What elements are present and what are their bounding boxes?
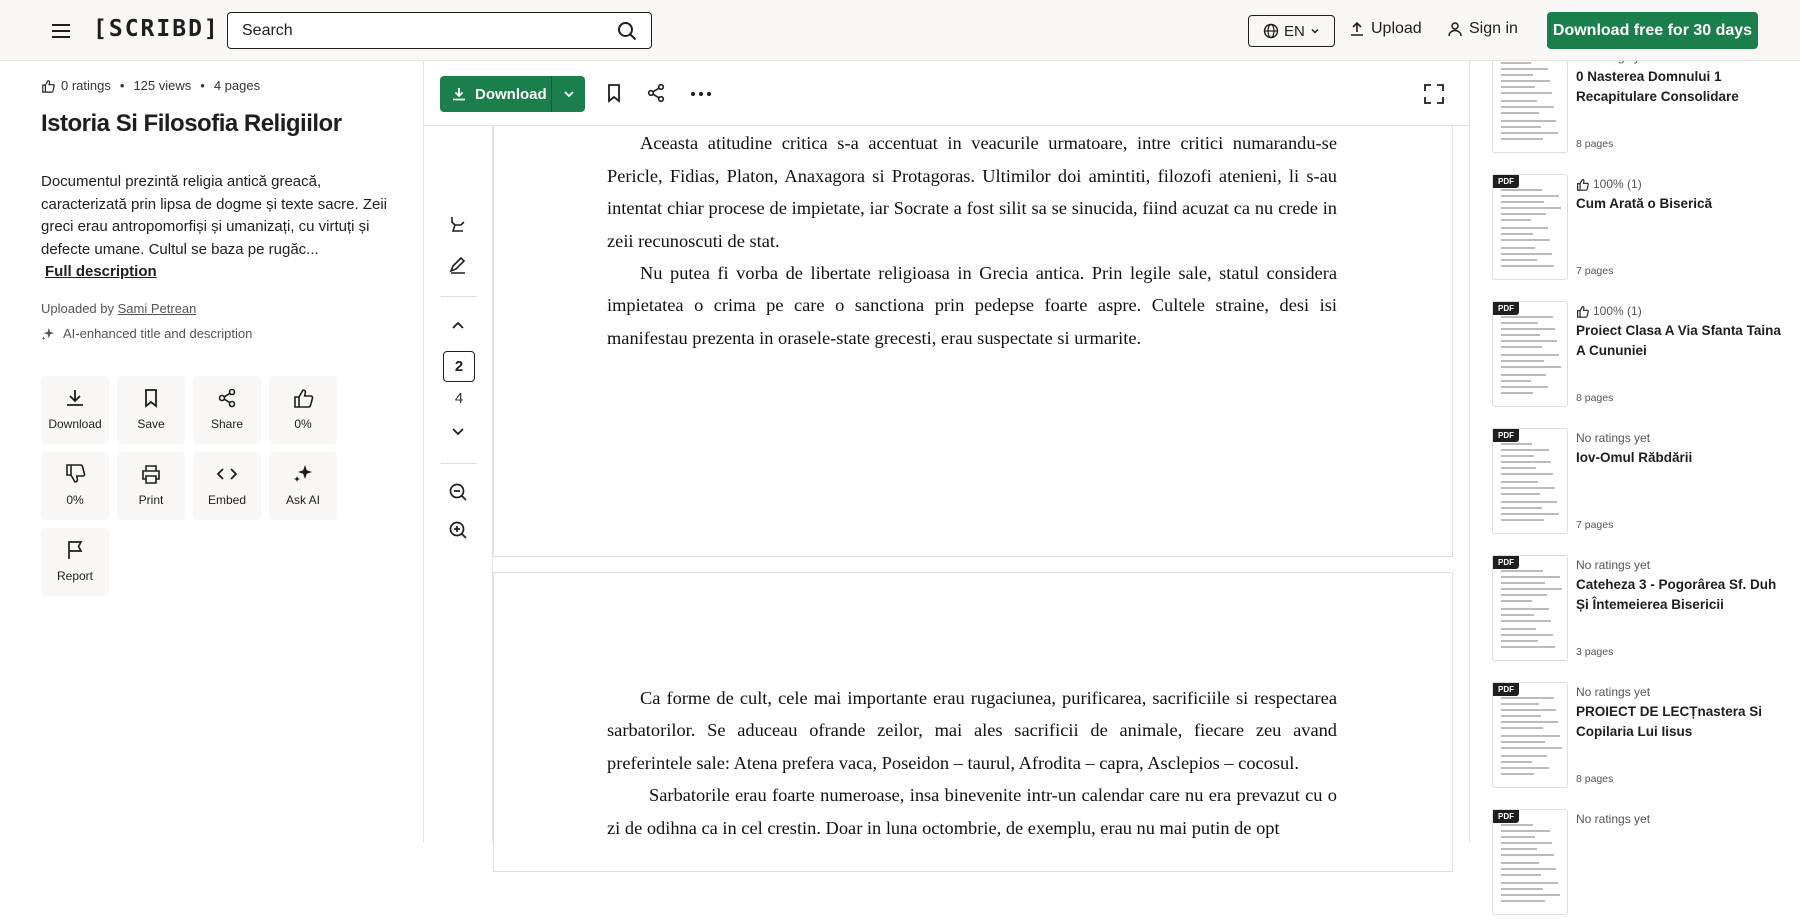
search-icon[interactable] [617,21,637,41]
thumbnail-line [1501,836,1535,838]
thumbnail-line [1501,608,1549,610]
thumbnail-line [1501,874,1541,876]
text-highlight-icon[interactable] [448,214,468,234]
save-action-button[interactable] [117,376,185,444]
thumbnail-line [1501,600,1532,602]
recommended-document[interactable] [1492,428,1792,538]
thumbnail-line [1501,259,1537,261]
user-icon [1447,21,1463,37]
sparkle-icon [41,327,55,341]
thumbnail-line [1501,247,1535,249]
thumbnail-line [1501,614,1534,616]
document-page [493,51,1453,557]
thumbnail-line [1501,519,1544,521]
recommended-document[interactable] [1492,174,1792,284]
thumbnail-line [1501,830,1550,832]
upload-label: Upload [1371,20,1422,37]
thumbnail-line [1501,126,1541,128]
thumbnail-line [1501,507,1542,509]
thumbnail-line [1501,120,1556,122]
top-bar [0,0,1800,61]
ai-enhanced-label: AI-enhanced title and description [63,326,253,341]
thumbnail-line [1501,265,1554,267]
thumbnail-line [1501,862,1539,864]
embed-action-button[interactable] [193,452,261,520]
thumbnail-line [1501,74,1533,76]
thumbs-up-icon [1576,305,1589,318]
thumbnail-line [1501,189,1542,191]
pdf-badge: PDF [1493,810,1519,823]
pdf-badge: PDF [1493,683,1519,696]
thumbnail-line [1501,640,1538,642]
scribd-logo[interactable]: [SCRIBD] [93,16,220,42]
tool-divider [441,463,477,464]
thumbnail-line [1501,461,1551,463]
recommendation-title[interactable]: PROIECT DE LECȚnastera Si Copilaria Lui Iisus [1576,704,1763,739]
thumbnail-line [1501,253,1552,255]
thumbnail-line [1501,594,1547,596]
thumbnail-line [1501,854,1554,856]
thumbnail-line [1501,882,1558,884]
like-action-button[interactable] [269,376,337,444]
pdf-badge: PDF [1493,302,1519,315]
thumbnail-line [1501,747,1562,749]
tool-divider [441,296,477,297]
thumbnail-line [1501,576,1560,578]
thumbnail-line [1501,443,1532,445]
thumbnail-line [1501,322,1538,324]
thumbnail-line [1501,213,1546,215]
thumbnail-line [1501,233,1533,235]
ratings-count: 0 ratings [61,78,111,93]
embed-icon [216,463,238,485]
thumbnail-line [1501,455,1534,457]
thumbnail-line [1501,842,1552,844]
recommendation-pages: 7 pages [1576,265,1614,277]
chevron-down-icon [1310,26,1320,36]
thumbnail-line [1501,380,1531,382]
full-description-link[interactable]: Full description [45,263,157,280]
thumbnail-line [1501,328,1555,330]
thumbnail-line [1501,824,1533,826]
thumbnail-line [1501,366,1561,368]
download-button-label: Download [475,85,547,103]
document-title: Istoria Si Filosofia Religiilor [41,110,342,137]
rating-text: No ratings yet [1576,558,1651,572]
recommended-document[interactable] [1492,47,1792,157]
thumbnail-line [1501,646,1555,648]
separator-dot: • [119,78,125,93]
document-page [493,572,1453,872]
thumbnail-line [1501,848,1537,850]
thumbnail-line [1501,570,1543,572]
recommendation-title[interactable]: Cum Arată o Biserică [1576,196,1713,211]
chevron-down-icon[interactable] [448,422,468,442]
print-icon [140,463,162,485]
recommendation-title[interactable]: Proiect Clasa A Via Sfanta Taina A Cununiei [1576,323,1781,358]
document-thumbnail [1492,47,1568,153]
recommendation-pages: 7 pages [1576,519,1614,531]
document-thumbnail [1492,809,1568,915]
bookmark-icon[interactable] [604,83,624,103]
recommendation-pages: 8 pages [1576,138,1614,150]
thumbnail-line [1501,715,1541,717]
thumbnail-line [1501,374,1546,376]
recommendation-pages: 3 pages [1576,646,1614,658]
pdf-badge: PDF [1493,429,1519,442]
thumbnail-line [1501,106,1554,108]
document-thumbnail [1492,555,1568,661]
rating-text: No ratings yet [1576,431,1651,445]
thumbnail-line [1501,340,1557,342]
recommendation-title[interactable]: 0 Nasterea Domnului 1 Recapitulare Consolidare [1576,69,1739,104]
thumbnail-line [1501,697,1554,699]
upload-link[interactable] [1349,20,1422,38]
thumbnail-line [1501,132,1558,134]
thumbnail-line [1501,467,1536,469]
thumbnail-line [1501,316,1553,318]
thumbnail-line [1501,868,1556,870]
thumbs-up-icon [1576,178,1589,191]
current-page-indicator[interactable]: 2 [443,351,475,382]
thumbnail-line [1501,709,1556,711]
document-thumbnail [1492,428,1568,534]
uploader-link[interactable]: Sami Petrean [117,301,197,316]
thumbnail-line [1501,80,1550,82]
page-paragraph: Aceasta atitudine critica s-a accentuat in veacurile urmatoare, intre critici numarandu-se Pericle, Fidias, Platon, Anaxagora si Protagoras. Ultimilor doi amintiti, filozofi atenieni, li s-au intentat chiar procese de impietate, iar Socrate a fost silit sa se sinucida, fiind acuzat ca nu crede in zeii recunoscuti de stat. [607,133,1337,251]
thumbnail-line [1501,138,1543,140]
thumbs-up-icon [41,79,55,93]
thumbnail-line [1501,219,1531,221]
page-text [607,95,1337,354]
sparkle-icon [292,463,314,485]
recommendation-rating [1576,812,1650,826]
separator-dot: • [200,78,205,93]
recommendation-title[interactable]: Cateheza 3 - Pogorârea Sf. Duh Și Întemeierea Bisericii [1576,577,1777,612]
document-thumbnail [1492,301,1568,407]
thumbnail-line [1501,741,1545,743]
chevron-down-icon [562,87,576,101]
report-action-button[interactable] [41,528,109,596]
thumbnail-line [1501,634,1553,636]
more-options-icon[interactable] [690,91,712,97]
thumbnail-line [1501,735,1560,737]
thumbnail-line [1501,86,1535,88]
print-action-button[interactable] [117,452,185,520]
thumbnail-line [1501,493,1540,495]
bookmark-icon [140,387,162,409]
action-label: Ask AI [285,493,320,507]
thumbnail-line [1501,894,1560,896]
recommendation-pages: 8 pages [1576,773,1614,785]
download-options-dropdown[interactable] [551,76,585,112]
thumbnail-line [1501,628,1536,630]
action-label: 0% [66,493,84,507]
pages-count: 4 pages [213,78,261,93]
thumbnail-line [1501,487,1555,489]
menu-icon[interactable] [48,18,74,44]
chevron-up-icon[interactable] [448,315,468,335]
rating-text: 100% (1) [1593,304,1642,318]
recommendation-rating [1576,304,1642,318]
thumbnail-line [1501,888,1543,890]
ask-ai-action-button[interactable] [269,452,337,520]
thumbnail-line [1501,112,1539,114]
thumbnail-line [1501,703,1539,705]
download-action-button[interactable] [41,376,109,444]
thumbnail-line [1501,346,1542,348]
annotate-pen-icon[interactable] [448,255,468,275]
thumbnail-line [1501,761,1532,763]
viewer-download-button [440,76,585,112]
views-count: 125 views [133,78,192,93]
download-button-main[interactable] [440,76,551,112]
recommended-document[interactable] [1492,809,1792,919]
document-viewer [424,61,1469,842]
rating-text: 100% (1) [1593,177,1642,191]
recommended-document[interactable] [1492,301,1792,411]
recommendation-rating [1576,558,1650,572]
share-action-button[interactable] [193,376,261,444]
recommendation-pages: 8 pages [1576,392,1614,404]
thumbnail-line [1501,481,1538,483]
thumbnail-line [1501,62,1531,64]
document-stats [41,78,260,93]
recommendation-title[interactable]: Iov-Omul Răbdării [1576,450,1693,465]
ai-enhanced-note [41,326,252,341]
pdf-badge: PDF [1493,175,1519,188]
thumbnail-line [1501,386,1548,388]
thumbnail-line [1501,207,1561,209]
document-info-panel [0,61,424,842]
recommended-document[interactable] [1492,555,1792,665]
pdf-badge: PDF [1493,556,1519,569]
thumbnail-line [1501,588,1562,590]
action-label: 0% [294,417,312,431]
thumbnail-line [1501,195,1559,197]
thumbnail-line [1501,513,1559,515]
thumbnail-line [1501,767,1549,769]
fullscreen-icon[interactable] [1423,83,1445,105]
uploaded-by [41,301,196,316]
document-thumbnail [1492,174,1568,280]
thumbnail-line [1501,227,1548,229]
thumbnail-line [1501,239,1550,241]
language-selector[interactable] [1248,15,1335,47]
action-label: Save [137,417,165,431]
thumbnail-line [1501,449,1549,451]
share-icon[interactable] [646,83,666,103]
thumbnail-line [1501,392,1533,394]
thumbs-up-icon [292,387,314,409]
download-icon [451,86,467,102]
action-label: Report [56,569,94,583]
total-pages: 4 [454,390,464,407]
page-paragraph: Nu putea fi vorba de libertate religioasa in Grecia antica. Prin legile sale, statul considera impietatea o crima pe care o sanctiona prin pedepse foarte aspre. Cultele straine, desi isi manifestau prezenta in orasele-state grecesti, erau suspectate si urmarite. [607,263,1337,348]
thumbnail-line [1501,620,1551,622]
thumbnail-line [1501,773,1534,775]
thumbs-down-icon [64,463,86,485]
thumbnail-line [1501,501,1557,503]
rating-text: No ratings yet [1576,812,1651,826]
page-paragraph: Sarbatorile erau foarte numeroase, insa binevenite intr-un calendar care nu era prevazut cu o zi de odihna ca in cel crestin. Doar in luna octombrie, de exemplu, erau nu mai putin de opt [607,785,1337,838]
zoom-out-icon[interactable] [448,482,468,502]
flag-icon [64,539,86,561]
thumbnail-line [1501,473,1553,475]
language-label: EN [1284,22,1305,40]
globe-icon [1263,23,1279,39]
thumbnail-line [1501,755,1547,757]
recommended-document[interactable] [1492,682,1792,792]
thumbnail-line [1501,334,1540,336]
download-icon [64,387,86,409]
share-icon [216,387,238,409]
recommendations-panel [1469,61,1800,842]
zoom-in-icon[interactable] [448,520,468,540]
dislike-action-button[interactable] [41,452,109,520]
thumbnail-line [1501,354,1559,356]
upload-icon [1349,21,1365,37]
thumbnail-line [1501,582,1545,584]
thumbnail-line [1501,100,1537,102]
thumbnail-line [1501,360,1544,362]
recommendation-rating [1576,685,1650,699]
action-label: Embed [207,493,247,507]
thumbnail-line [1501,201,1544,203]
action-label: Download [48,417,102,431]
action-label: Share [210,417,244,431]
viewer-toolbar [424,61,1469,126]
recommendation-rating [1576,431,1650,445]
thumbnail-line [1501,900,1545,902]
sign-in-link[interactable] [1447,20,1518,38]
thumbnail-line [1501,68,1548,70]
document-thumbnail [1492,682,1568,788]
viewer-side-tools [424,126,493,842]
search-input[interactable] [242,13,602,48]
document-description: Documentul prezintă religia antică greacă, caracterizată prin lipsa de dogme și texte sacre. Zeii greci erau antropomorfiși și umanizați, cu virtuți și defecte umane. Cultul se baza pe rugăc... [41,173,387,258]
search-box [227,12,652,49]
thumbnail-line [1501,721,1558,723]
action-label: Print [138,493,164,507]
thumbnail-line [1501,727,1543,729]
page-paragraph: Ca forme de cult, cele mai importante erau rugaciunea, purificarea, sacrificiile si respectarea sarbatorilor. Se aduceau ofrande zeilor, mai ales sacrificii de animale, fiecare zeu avand preferintele sale: Atena prefera vaca, Poseidon – taurul, Afrodita – capra, Asclepios – cocosul. [607,688,1337,773]
sign-in-label: Sign in [1469,20,1518,37]
download-free-button[interactable]: Download free for 30 days [1547,12,1758,49]
thumbnail-line [1501,92,1552,94]
rating-text: No ratings yet [1576,685,1651,699]
uploaded-by-label: Uploaded by [41,301,114,316]
page-text [607,682,1337,844]
recommendation-rating [1576,177,1642,191]
